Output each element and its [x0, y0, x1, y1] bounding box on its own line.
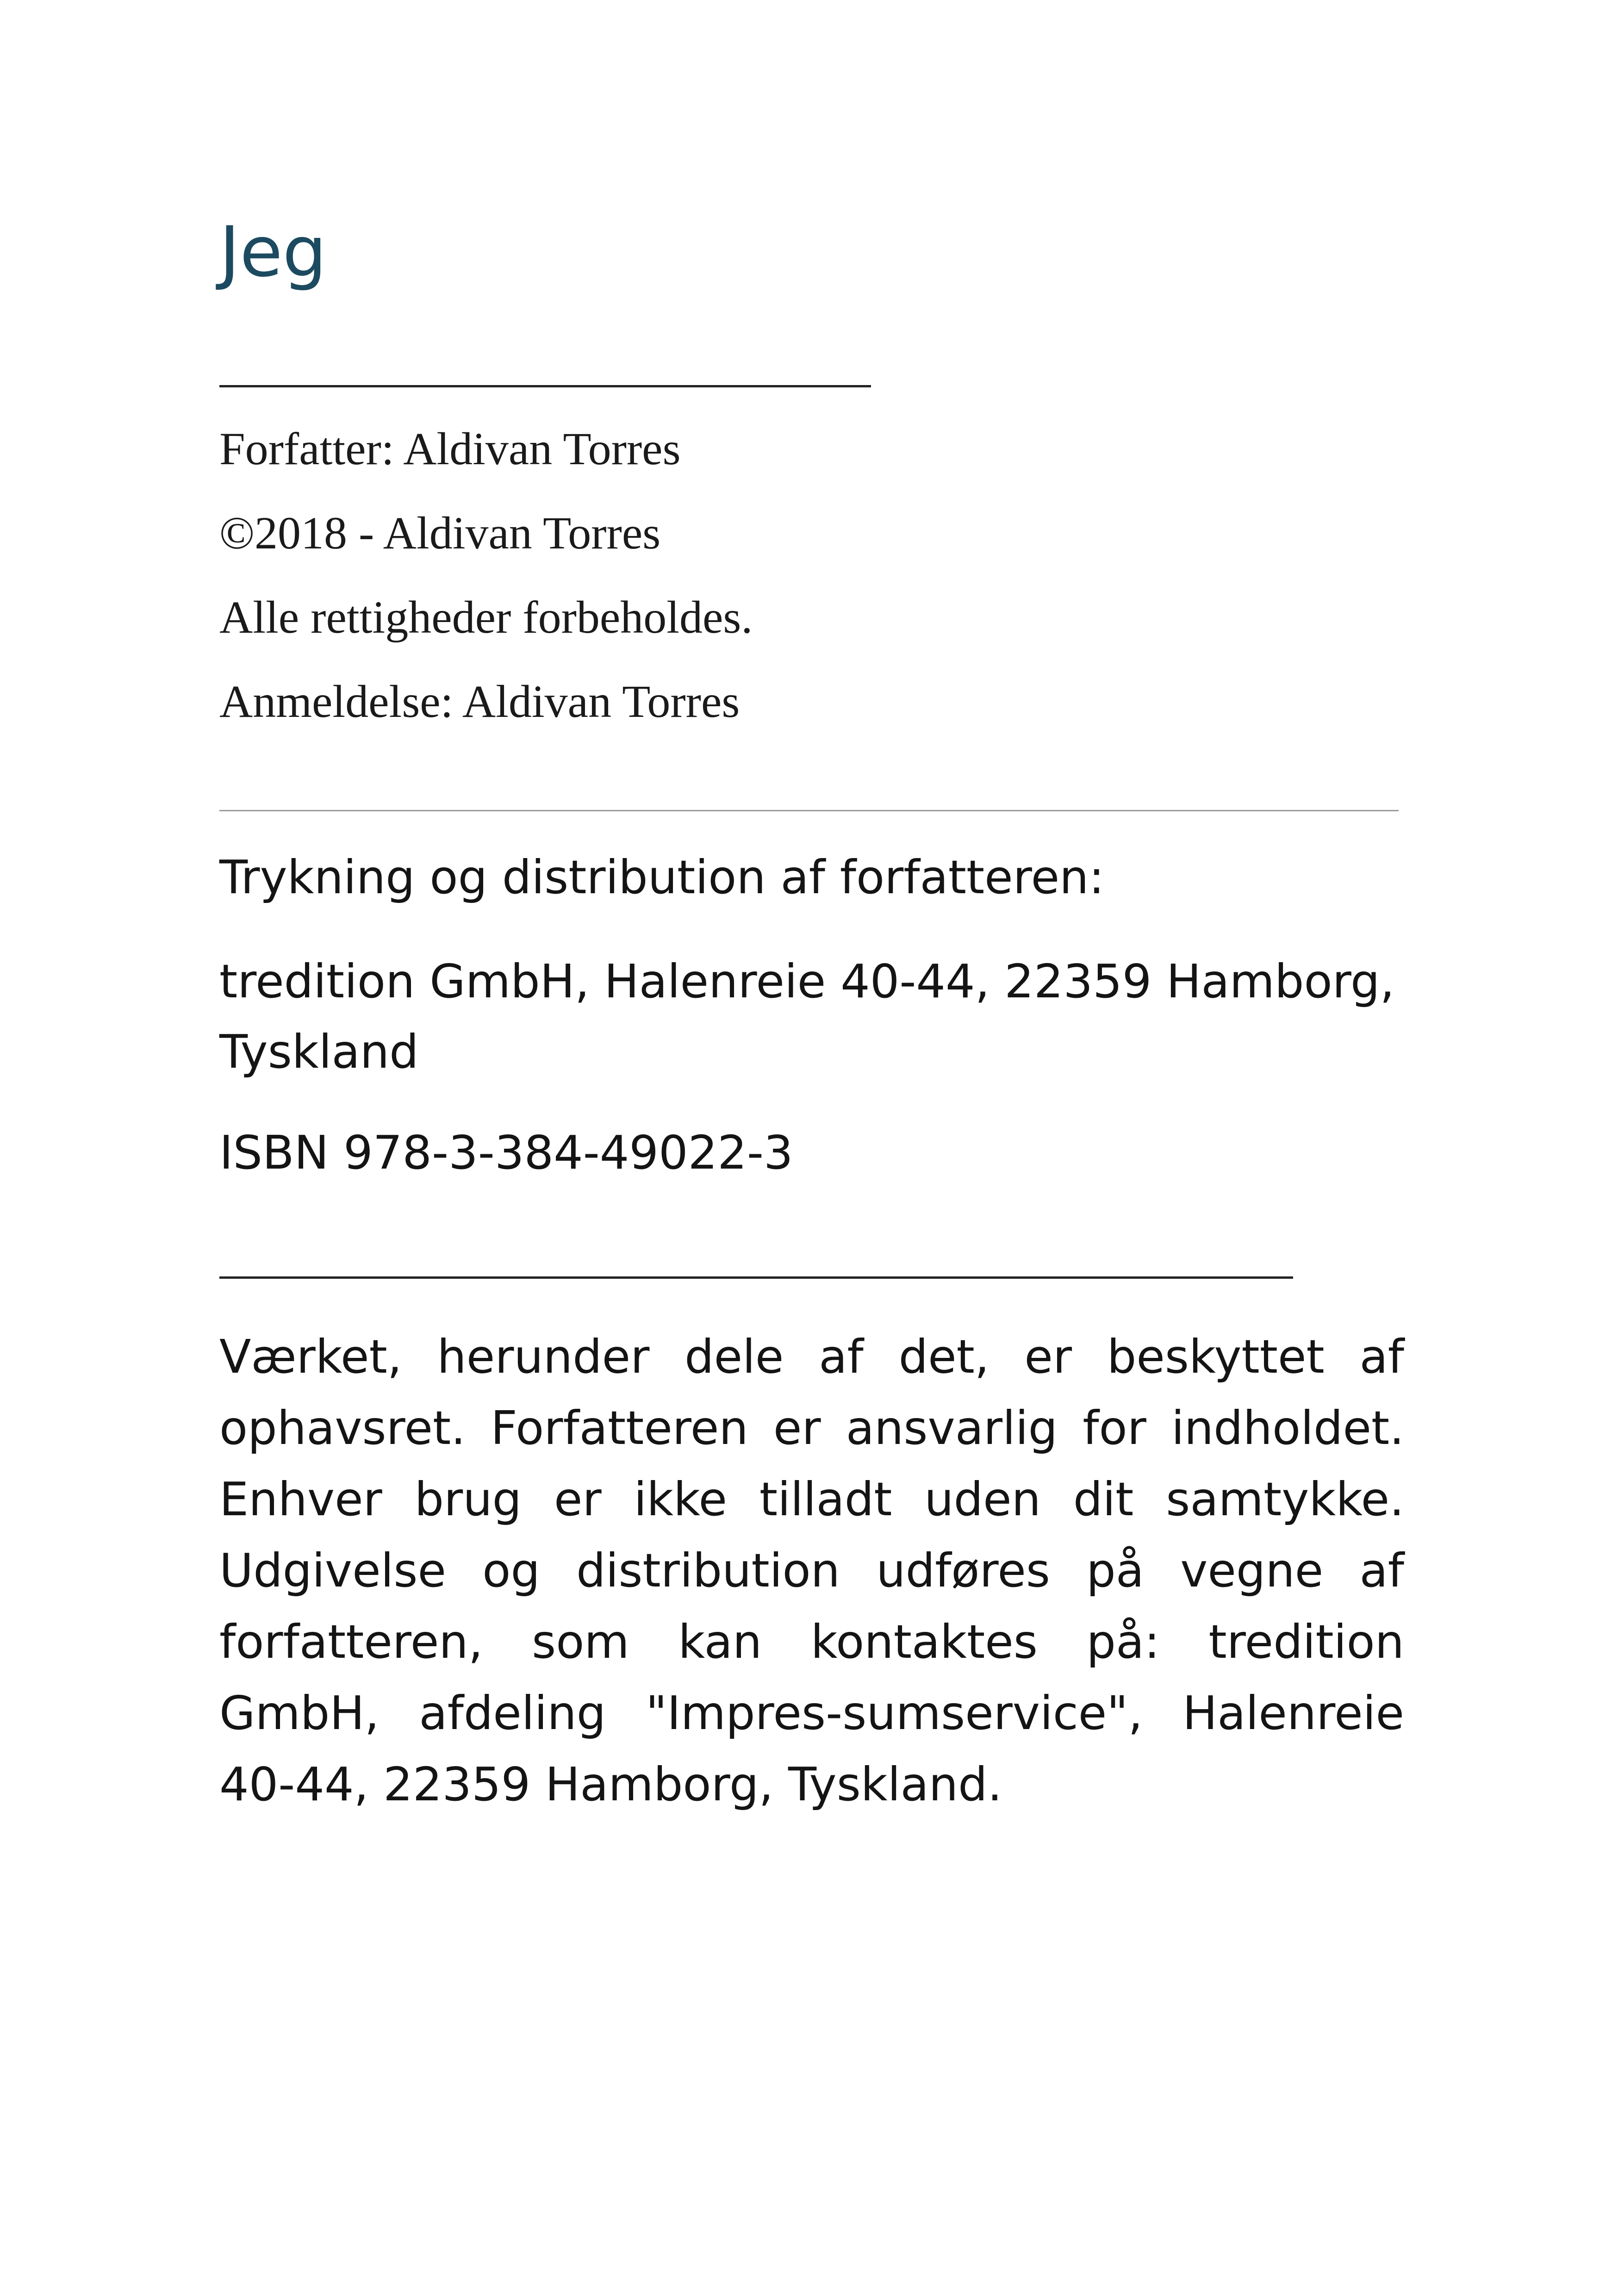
isbn-line: ISBN 978-3-384-49022-3 [219, 1126, 793, 1180]
title-divider [219, 385, 871, 387]
copyright-notice: Værket, herunder dele af det, er beskyttet af ophavsret. Forfatteren er ansvarlig for indholdet. Enhver brug er ikke tilladt uden dit samtykke. Udgivelse og distribution udføres på vegne af forfatteren, som kan kontaktes på: tredition GmbH, afdeling "Impres-sumservice", Halenreie 40-44, 22359 Hamborg, Tyskland. [219, 1330, 1404, 1811]
review-line: Anmeldelse: Aldivan Torres [219, 676, 740, 727]
copyright-line: ©2018 - Aldivan Torres [219, 507, 661, 559]
printing-heading: Trykning og distribution af forfatteren: [219, 850, 1105, 904]
page-title: Jeg [219, 212, 327, 292]
printer-address: tredition GmbH, Halenreie 40-44, 22359 Hamborg, Tyskland [219, 954, 1395, 1079]
rights-line: Alle rettigheder forbeholdes. [219, 591, 753, 643]
credits-divider [219, 810, 1399, 811]
printing-divider [219, 1276, 1293, 1279]
author-line: Forfatter: Aldivan Torres [219, 423, 681, 474]
